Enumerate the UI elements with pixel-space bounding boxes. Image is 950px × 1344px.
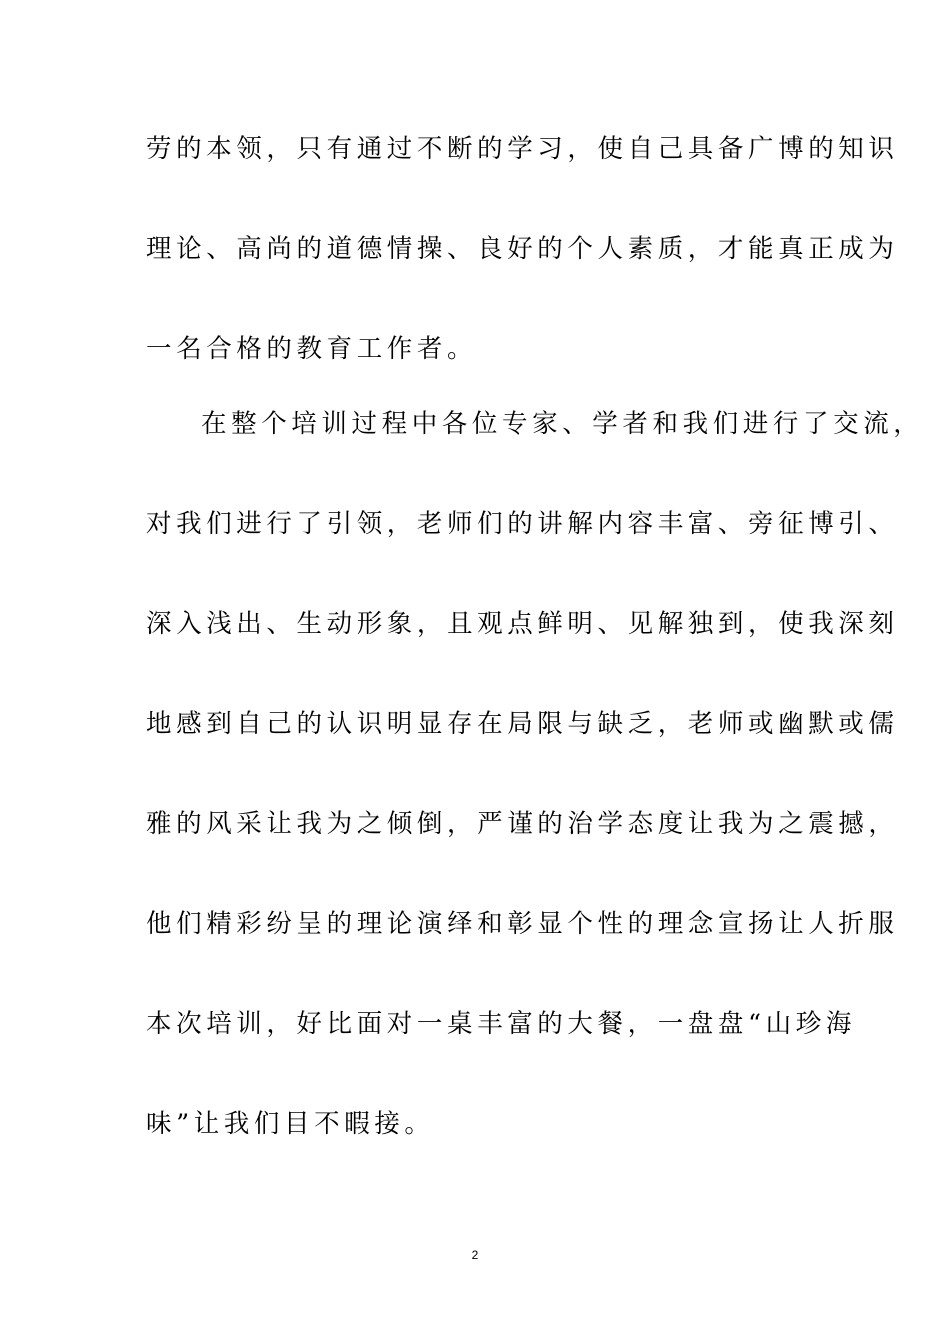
text-line: 劳的本领，只有通过不断的学习，使自己具备广博的知识 bbox=[146, 134, 899, 164]
text-line: 味”让我们目不暇接。 bbox=[146, 1109, 435, 1139]
text-line: 他们精彩纷呈的理论演绎和彰显个性的理念宣扬让人折服 bbox=[146, 909, 899, 939]
text-line: 理论、高尚的道德情操、良好的个人素质，才能真正成为 bbox=[146, 234, 899, 264]
text-line: 深入浅出、生动形象，且观点鲜明、见解独到，使我深刻 bbox=[146, 609, 899, 639]
page-number: 2 bbox=[471, 1248, 479, 1262]
paragraph-first-line: 在整个培训过程中各位专家、学者和我们进行了交流， bbox=[201, 409, 924, 439]
text-line: 对我们进行了引领，老师们的讲解内容丰富、旁征博引、 bbox=[146, 509, 899, 539]
text-line: 本次培训，好比面对一桌丰富的大餐，一盘盘“山珍海 bbox=[146, 1009, 856, 1039]
text-line: 雅的风采让我为之倾倒，严谨的治学态度让我为之震撼， bbox=[146, 809, 899, 839]
text-line: 地感到自己的认识明显存在局限与缺乏，老师或幽默或儒 bbox=[146, 709, 899, 739]
text-line: 一名合格的教育工作者。 bbox=[146, 334, 478, 364]
